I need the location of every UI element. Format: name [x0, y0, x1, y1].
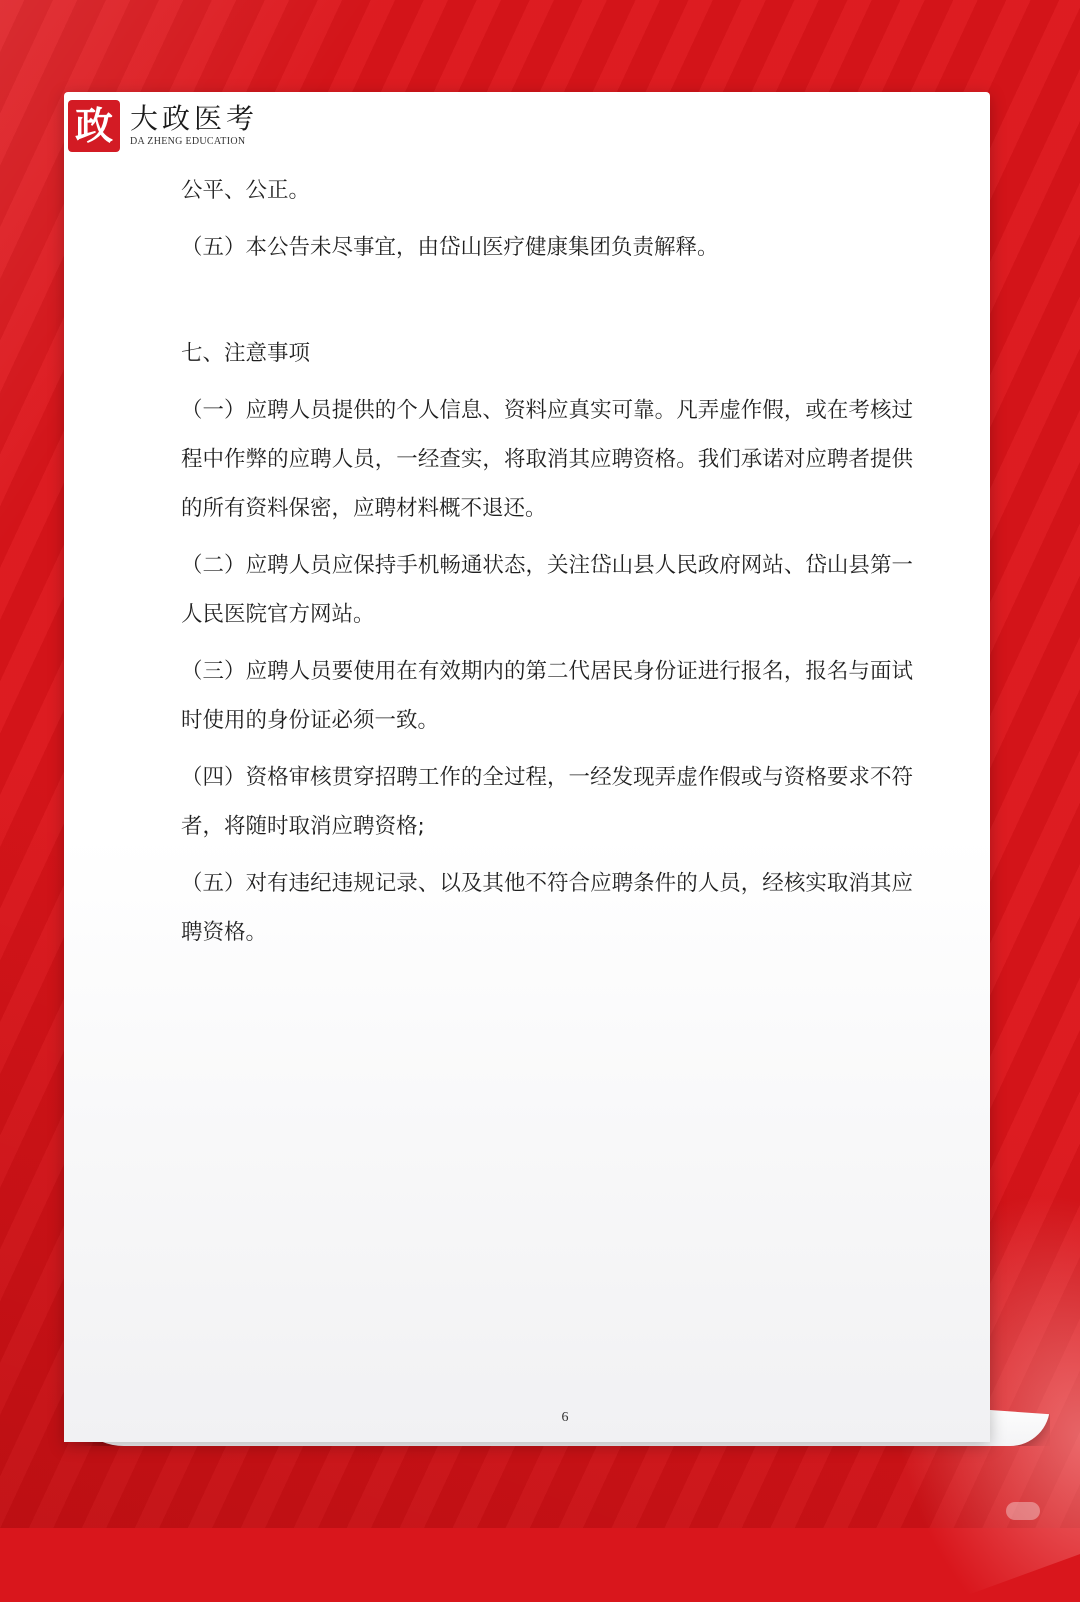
section-heading: 七、注意事项: [181, 341, 311, 366]
document-body: [181, 166, 913, 957]
paragraph: 公平、公正。: [181, 178, 311, 203]
paragraph: （四）资格审核贯穿招聘工作的全过程，一经发现弄虚作假或与资格要求不符者，将随时取消应聘资格;: [181, 765, 913, 839]
paragraph: （五）本公告未尽事宜，由岱山医疗健康集团负责解释。: [181, 235, 719, 260]
logo-text: [130, 103, 258, 149]
page-number: 6: [561, 1410, 569, 1425]
brand-logo: [68, 100, 258, 152]
brand-subtitle: DA ZHENG EDUCATION: [130, 136, 246, 147]
paragraph: （二）应聘人员应保持手机畅通状态，关注岱山县人民政府网站、岱山县第一人民医院官方网站。: [181, 553, 913, 627]
paragraph: （五）对有违纪违规记录、以及其他不符合应聘条件的人员，经核实取消其应聘资格。: [181, 871, 913, 945]
paragraph: （三）应聘人员要使用在有效期内的第二代居民身份证进行报名，报名与面试时使用的身份证必须一致。: [181, 659, 913, 733]
paragraph: （一）应聘人员提供的个人信息、资料应真实可靠。凡弄虚作假，或在考核过程中作弊的应聘人员，一经查实，将取消其应聘资格。我们承诺对应聘者提供的所有资料保密，应聘材料概不退还。: [181, 398, 913, 521]
watermark-badge: [1006, 1502, 1040, 1520]
logo-mark-icon: 政: [68, 100, 120, 152]
brand-name: 大政医考: [130, 102, 259, 135]
